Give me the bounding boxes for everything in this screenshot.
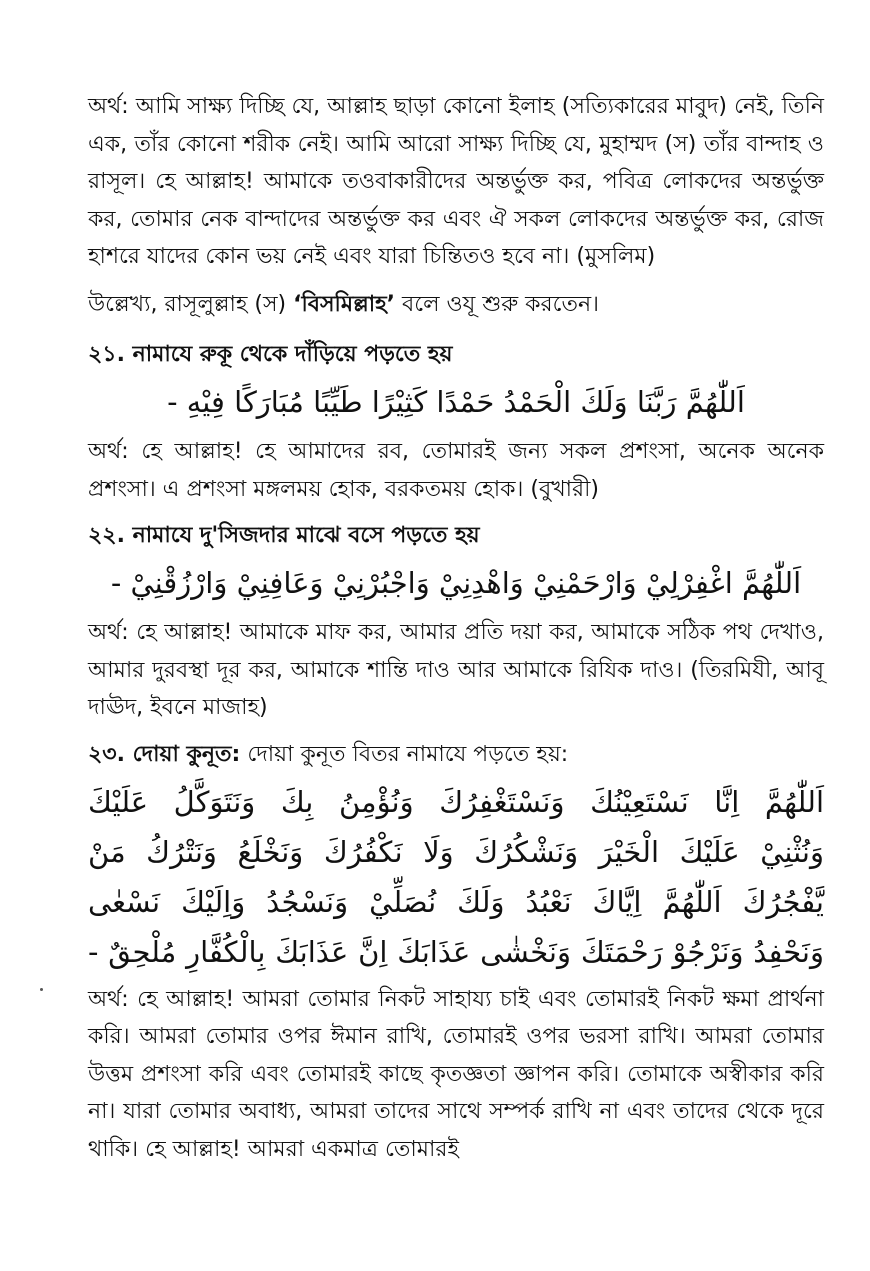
section-23-heading-title: ২৩. দোয়া কুনূত: [88,741,241,767]
section-22-meaning: অর্থ: হে আল্লাহ! আমাকে মাফ কর, আমার প্রতি দয়া কর, আমাকে সঠিক পথ দেখাও, আমার দুরবস্থা দূর কর, আমাকে শান্তি দাও আর আমাকে রিযিক দাও। (তিরমিযী, আবূ দাঊদ, ইবনে মাজাহ) [88,620,824,720]
qunut-arabic-line: اَللّٰهُمَّ اِنَّا نَسْتَعِيْنُكَ وَنَسْتَغْفِرُكَ وَنُؤْمِنُ بِكَ وَنَتَوَكَّلُ عَلَيْكَ [88,784,824,819]
note-bold-term: ‘বিসমিল্লাহ’ [293,291,396,317]
section-22-arabic-dua: اَللّٰهُمَّ اغْفِرْلِيْ وَارْحَمْنِيْ وَاهْدِنِيْ وَاجْبُرْنِيْ وَعَافِنِيْ وَارْزُقْنِيْ - [110,566,802,600]
meaning-paragraph-1: অর্থ: আমি সাক্ষ্য দিচ্ছি যে, আল্লাহ ছাড়া কোনো ইলাহ (সত্যিকারের মাবুদ) নেই, তিনি এক, তাঁর কোনো শরীক নেই। আমি আরো সাক্ষ্য দিচ্ছি যে, মুহাম্মদ (স) তাঁর বান্দাহ ও রাসূল। হে আল্লাহ! আমাকে তওবাকারীদের অন্তর্ভুক্ত কর, পবিত্র লোকদের অন্তর্ভুক্ত কর, তোমার নেক বান্দাদের অন্তর্ভুক্ত কর এবং ঐ সকল লোকদের অন্তর্ভুক্ত কর, রোজ হাশরে যাদের কোন ভয় নেই এবং যারা চিন্তিতও হবে না। (মুসলিম) [88,94,824,269]
section-21-meaning: অর্থ: হে আল্লাহ! হে আমাদের রব, তোমারই জন্য সকল প্রশংসা, অনেক অনেক প্রশংসা। এ প্রশংসা মঙ্গলময় হোক, বরকতময় হোক। (বুখারী) [88,439,824,502]
section-23-arabic-dua-qunut [88,777,824,977]
qunut-arabic-line: وَنُثْنِيْ عَلَيْكَ الْخَيْرَ وَنَشْكُرُكَ وَلَا نَكْفُرُكَ وَنَخْلَعُ وَنَتْرُكُ مَنْ [88,834,824,869]
section-21-heading: ২১. নামাযে রুকূ থেকে দাঁড়িয়ে পড়তে হয় [88,342,453,367]
section-23-meaning: অর্থ: হে আল্লাহ! আমরা তোমার নিকট সাহায্য চাই এবং তোমারই নিকট ক্ষমা প্রার্থনা করি। আমরা তোমার ওপর ঈমান রাখি, তোমারই ওপর ভরসা রাখি। আমরা তোমার উত্তম প্রশংসা করি এবং তোমারই কাছে কৃতজ্ঞতা জ্ঞাপন করি। তোমাকে অস্বীকার করি না। যারা তোমার অবাধ্য, আমরা তাদের সাথে সম্পর্ক রাখি না এবং তাদের থেকে দূরে থাকি। হে আল্লাহ! আমরা একমাত্র তোমারই [88,986,824,1162]
qunut-arabic-line: يَّفْجُرُكَ اَللّٰهُمَّ اِيَّاكَ نَعْبُدُ وَلَكَ نُصَلِّيْ وَنَسْجُدُ وَاِلَيْكَ نَسْعٰى [88,884,824,919]
section-23-heading-description: দোয়া কুনূত বিতর নামাযে পড়তে হয়: [240,741,569,767]
qunut-arabic-line: وَنَحْفِدُ وَنَرْجُوْ رَحْمَتَكَ وَنَخْشٰى عَذَابَكَ اِنَّ عَذَابَكَ بِالْكُفَّارِ مُلْحِقٌ - [88,934,824,969]
section-21-arabic-dua: اَللّٰهُمَّ رَبَّنَا وَلَكَ الْحَمْدُ حَمْدًا كَثِيْرًا طَيِّبًا مُبَارَكًا فِيْهِ - [167,385,745,419]
note-paragraph [88,286,824,324]
section-22-heading: ২২. নামাযে দু'সিজদার মাঝে বসে পড়তে হয় [88,523,480,548]
note-text-before: উল্লেখ্য, রাসূলুল্লাহ (স) [88,291,294,317]
section-23-heading [88,737,824,773]
note-text-after: বলে ওযূ শুরু করতেন। [395,291,599,317]
page-speck [40,988,43,991]
